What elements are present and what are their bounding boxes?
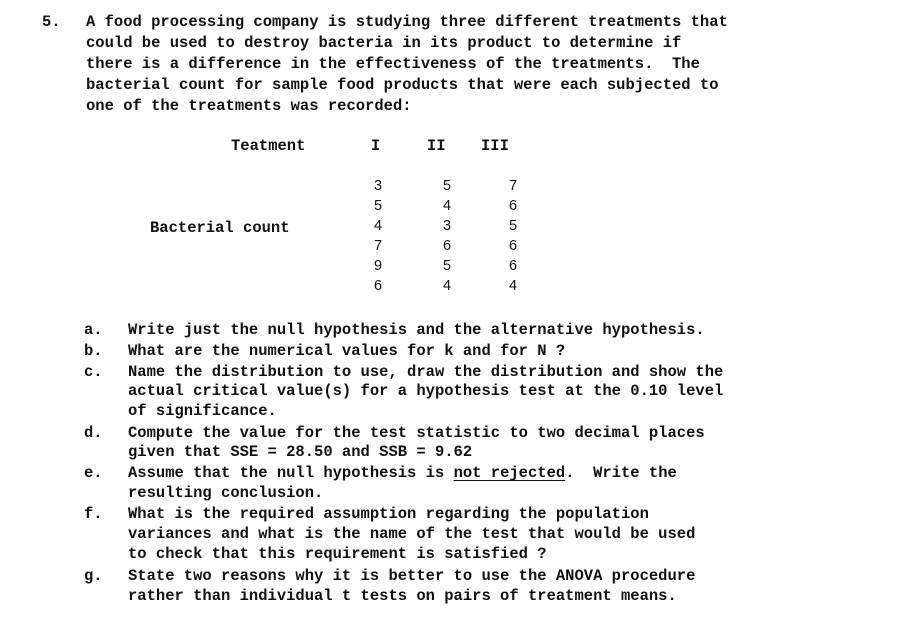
header-treatment-1: I [371, 137, 381, 155]
question-text: Compute the value for the test statistic to two decimal places [128, 424, 705, 442]
table-cell: 5 [442, 178, 452, 194]
intro-line: bacterial count for sample food products that were each subjected to [86, 76, 719, 94]
table-cell: 4 [442, 198, 452, 214]
question-letter: g. [84, 567, 103, 585]
question-text: of significance. [128, 402, 277, 420]
underlined-phrase: not rejected [453, 464, 566, 482]
table-cell: 6 [508, 198, 518, 214]
intro-line: A food processing company is studying three different treatments that [86, 13, 728, 31]
table-cell: 9 [373, 258, 383, 274]
table-cell: 6 [508, 258, 518, 274]
question-text: given that SSE = 28.50 and SSB = 9.62 [128, 443, 473, 461]
intro-line: one of the treatments was recorded: [86, 97, 412, 115]
treatment-label: Teatment [231, 137, 306, 155]
question-letter: e. [84, 464, 103, 482]
intro-line: there is a difference in the effectiveness of the treatments. The [86, 55, 700, 73]
header-treatment-2: II [427, 137, 446, 155]
column-treatment-3 [498, 176, 528, 296]
table-cell: 5 [508, 218, 518, 234]
problem-number: 5. [42, 13, 61, 31]
bacterial-count-label: Bacterial count [150, 219, 290, 237]
intro-line: could be used to destroy bacteria in its product to determine if [86, 34, 682, 52]
table-cell: 7 [373, 238, 383, 254]
question-text: Name the distribution to use, draw the distribution and show the [128, 363, 724, 381]
table-cell: 5 [373, 198, 383, 214]
question-text-part: . Write the [565, 464, 677, 482]
table-cell: 4 [508, 278, 518, 294]
question-text: to check that this requirement is satisfied ? [128, 545, 547, 563]
question-text: actual critical value(s) for a hypothesis test at the 0.10 level [128, 382, 724, 400]
table-cell: 4 [442, 278, 452, 294]
question-text: rather than individual t tests on pairs of treatment means. [128, 587, 677, 605]
question-letter: c. [84, 363, 103, 381]
question-text: Write just the null hypothesis and the alternative hypothesis. [128, 321, 705, 339]
question-text: What are the numerical values for k and for N ? [128, 342, 566, 360]
question-text-part: Assume that the null hypothesis is [128, 464, 454, 482]
question-letter: b. [84, 342, 103, 360]
question-text: State two reasons why it is better to use the ANOVA procedure [128, 567, 696, 585]
table-cell: 3 [373, 178, 383, 194]
table-cell: 5 [442, 258, 452, 274]
table-cell: 6 [373, 278, 383, 294]
question-letter: f. [84, 505, 103, 523]
column-treatment-2 [432, 176, 462, 296]
question-letter: d. [84, 424, 103, 442]
question-text: resulting conclusion. [128, 484, 324, 502]
table-cell: 6 [442, 238, 452, 254]
table-cell: 7 [508, 178, 518, 194]
table-cell: 4 [373, 218, 383, 234]
question-text: What is the required assumption regarding the population [128, 505, 649, 523]
question-text: variances and what is the name of the test that would be used [128, 525, 696, 543]
column-treatment-1 [363, 176, 393, 296]
question-letter: a. [84, 321, 103, 339]
table-cell: 6 [508, 238, 518, 254]
table-cell: 3 [442, 218, 452, 234]
question-text [128, 463, 677, 483]
header-treatment-3: III [481, 137, 509, 155]
